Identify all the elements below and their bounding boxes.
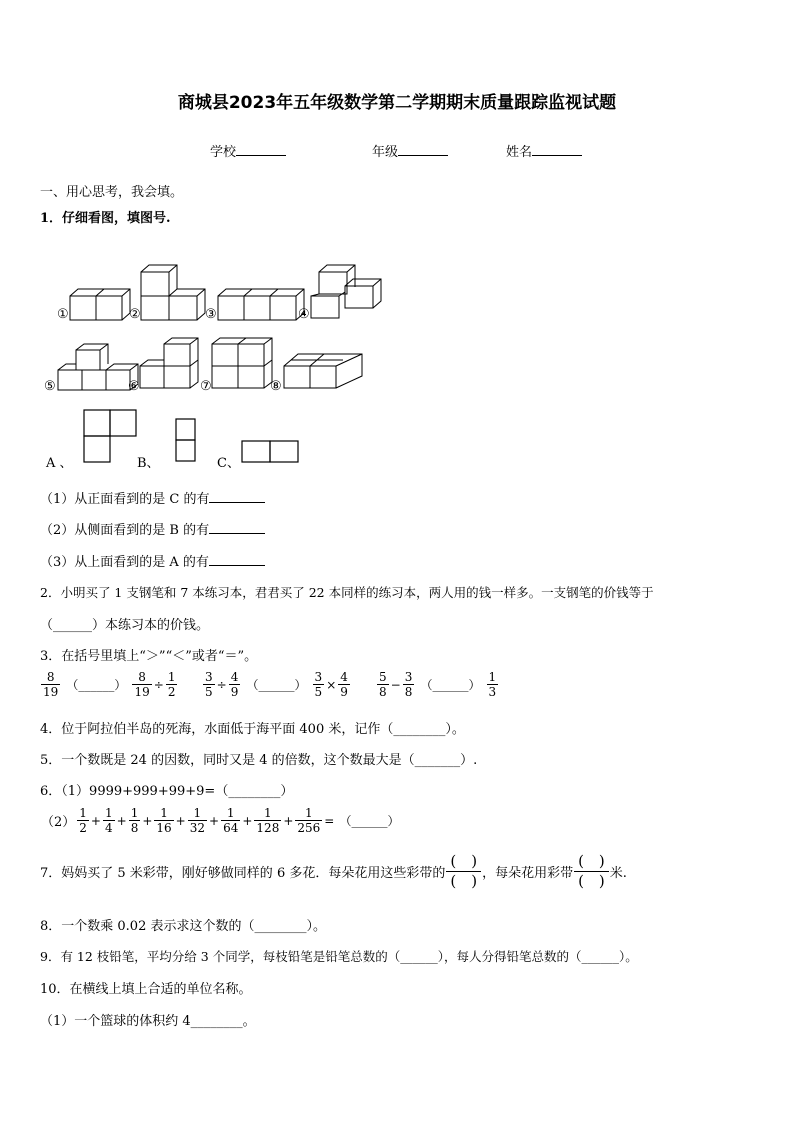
q1-sub2-blank[interactable] (209, 521, 265, 534)
denominator: 5 (314, 685, 323, 699)
q6-sub2-label: （2） (41, 815, 76, 830)
fraction (254, 806, 281, 835)
q3-answer-blank-3[interactable]: （______） (420, 678, 481, 692)
numerator: 3 (404, 670, 413, 684)
option-b-label: B、 (137, 456, 160, 471)
fraction (221, 806, 240, 835)
q4: 4．位于阿拉伯半岛的死海，水面低于海平面 400 米，记作（________）。 (40, 722, 465, 737)
name-field (506, 141, 582, 160)
q2-line1: 2．小明买了 1 支钢笔和 7 本练习本，君君买了 22 本同样的练习本，两人用的钱一样多。一支钢笔的价钱等于 (40, 585, 654, 600)
numerator: 5 (379, 670, 387, 684)
q1-sub3 (40, 551, 265, 570)
fraction (377, 670, 389, 699)
name-blank[interactable] (532, 143, 582, 156)
figure-5-cubes (58, 344, 138, 390)
denominator: 8 (130, 821, 139, 835)
q6-line1: 6．（1）9999+999+99+9=（________） (40, 784, 294, 799)
operator: ÷ (153, 677, 164, 692)
q5: 5．一个数既是 24 的因数，同时又是 4 的倍数，这个数最大是（_______）. (40, 753, 478, 768)
cube-figures-row1 (55, 258, 395, 324)
plus-sign: + (283, 813, 294, 828)
numerator: 1 (295, 806, 322, 821)
grade-field (372, 141, 448, 160)
school-field (210, 141, 286, 160)
option-a-label: A 、 (46, 456, 73, 471)
plus-sign: + (90, 813, 101, 828)
q3-prompt: 3．在括号里填上“＞”“＜”或者“＝”。 (40, 649, 258, 664)
numerator: 1 (154, 806, 173, 821)
view-c (241, 440, 299, 464)
q3-item-3 (376, 670, 499, 699)
q2-line2: （______）本练习本的价钱。 (40, 618, 210, 633)
plus-sign: + (175, 813, 186, 828)
operator: − (390, 677, 401, 692)
fraction (77, 806, 89, 835)
page-title: 商城县2023年五年级数学第二学期期末质量跟踪监视试题 (177, 93, 617, 113)
fraction (129, 806, 141, 835)
figure-8-cubes (284, 354, 362, 388)
operator: ÷ (216, 677, 227, 692)
q1-prompt: 1．仔细看图，填图号. (40, 211, 171, 226)
school-label: 学校 (210, 145, 237, 160)
q1-sub1-blank[interactable] (209, 490, 265, 503)
denominator: 3 (488, 685, 497, 699)
plus-sign: + (142, 813, 153, 828)
denominator: 5 (205, 685, 213, 699)
plus-sign: + (116, 813, 127, 828)
denominator: 2 (167, 685, 176, 699)
numerator: 1 (130, 806, 139, 820)
denominator: 9 (230, 685, 239, 699)
cube-figures-row2 (42, 336, 372, 398)
figure-6-cubes (140, 338, 198, 388)
plus-sign: + (242, 813, 253, 828)
denominator: 8 (379, 685, 387, 699)
q1-sub1-text: （1）从正面看到的是 C 的有 (40, 492, 210, 507)
fraction (295, 806, 322, 835)
grade-label: 年级 (372, 145, 399, 160)
figure-4-label: ④ (298, 307, 310, 322)
fraction (229, 670, 241, 699)
q7 (40, 852, 627, 891)
q7-fraction-blank-2[interactable]: $\frac{( )}{( )}$ (574, 852, 609, 891)
q1-sub2-text: （2）从侧面看到的是 B 的有 (40, 523, 210, 538)
numerator: 1 (79, 806, 87, 820)
fraction (203, 670, 215, 699)
q1-sub3-text: （3）从上面看到的是 A 的有 (40, 555, 209, 570)
figure-6-label: ⑥ (128, 379, 140, 394)
q7-fraction-blank-1[interactable]: $\frac{( )}{( )}$ (446, 852, 481, 891)
q8: 8．一个数乘 0.02 表示求这个数的（________）。 (40, 919, 326, 934)
q6-line2 (40, 806, 400, 835)
view-b (175, 418, 197, 464)
equals-sign: = (324, 813, 335, 828)
view-a (83, 409, 139, 465)
q7-text-2: ，每朵花用彩带 (482, 866, 574, 881)
numerator: 1 (188, 806, 207, 821)
figure-8-label: ⑧ (270, 379, 282, 394)
denominator: 9 (340, 685, 348, 699)
numerator: 4 (340, 670, 348, 684)
q9: 9．有 12 枝铅笔，平均分给 3 个同学，每枝铅笔是铅笔总数的（______），每人分得铅笔总数的（______）。 (40, 949, 638, 964)
figure-3-cubes (218, 289, 304, 320)
numerator: 1 (167, 670, 176, 684)
denominator: 19 (43, 685, 59, 699)
plus-sign: + (209, 813, 220, 828)
fraction (166, 670, 178, 699)
fraction (154, 806, 173, 835)
q1-sub2 (40, 519, 265, 538)
option-c-label: C、 (217, 456, 240, 471)
numerator: 1 (221, 806, 240, 821)
denominator: 19 (134, 685, 150, 699)
numerator: 4 (230, 670, 239, 684)
fraction (313, 670, 325, 699)
numerator: 1 (104, 806, 113, 820)
numerator: 3 (205, 670, 213, 684)
q6-sub2-blank[interactable]: （______） (339, 814, 400, 828)
q10-sub1: （1）一个篮球的体积约 4________。 (40, 1014, 256, 1029)
figure-7-label: ⑦ (200, 379, 212, 394)
numerator: 3 (314, 670, 323, 684)
denominator: 16 (156, 821, 172, 835)
numerator: 8 (132, 670, 151, 685)
denominator: 256 (297, 821, 321, 835)
q3-answer-blank-1[interactable]: （______） (66, 678, 127, 692)
figure-2-label: ② (129, 307, 141, 322)
fraction (103, 806, 115, 835)
denominator: 32 (189, 821, 206, 835)
operator: × (326, 677, 337, 692)
figure-2-cubes (141, 265, 205, 320)
numerator: 8 (41, 670, 60, 685)
figure-1-label: ① (57, 307, 69, 322)
school-blank[interactable] (236, 143, 286, 156)
denominator: 128 (256, 821, 280, 835)
numerator: 1 (488, 670, 497, 684)
fraction (41, 670, 60, 699)
denominator: 8 (404, 685, 413, 699)
q3-item-1 (40, 670, 178, 699)
figure-5-label: ⑤ (44, 379, 56, 394)
figure-3-label: ③ (205, 307, 217, 322)
fraction (403, 670, 415, 699)
q3-answer-blank-2[interactable]: （______） (246, 678, 307, 692)
fraction (132, 670, 151, 699)
q1-sub1 (40, 488, 265, 507)
denominator: 2 (79, 821, 87, 835)
section-heading: 一、用心思考，我会填。 (40, 185, 184, 200)
grade-blank[interactable] (398, 143, 448, 156)
figure-4-cubes (311, 265, 381, 318)
q3-item-2 (202, 670, 351, 699)
fraction (487, 670, 499, 699)
fraction (338, 670, 350, 699)
figure-1-cubes (70, 289, 130, 320)
fraction (188, 806, 207, 835)
q1-sub3-blank[interactable] (209, 553, 265, 566)
q10-prompt: 10．在横线上填上合适的单位名称。 (40, 982, 252, 997)
q7-text-1: 7．妈妈买了 5 米彩带，刚好够做同样的 6 多花．每朵花用这些彩带的 (40, 866, 446, 881)
q7-text-3: 米. (609, 866, 627, 881)
name-label: 姓名 (506, 145, 533, 160)
numerator: 1 (254, 806, 281, 821)
figure-7-cubes (212, 338, 272, 388)
denominator: 4 (104, 821, 113, 835)
denominator: 64 (223, 821, 239, 835)
